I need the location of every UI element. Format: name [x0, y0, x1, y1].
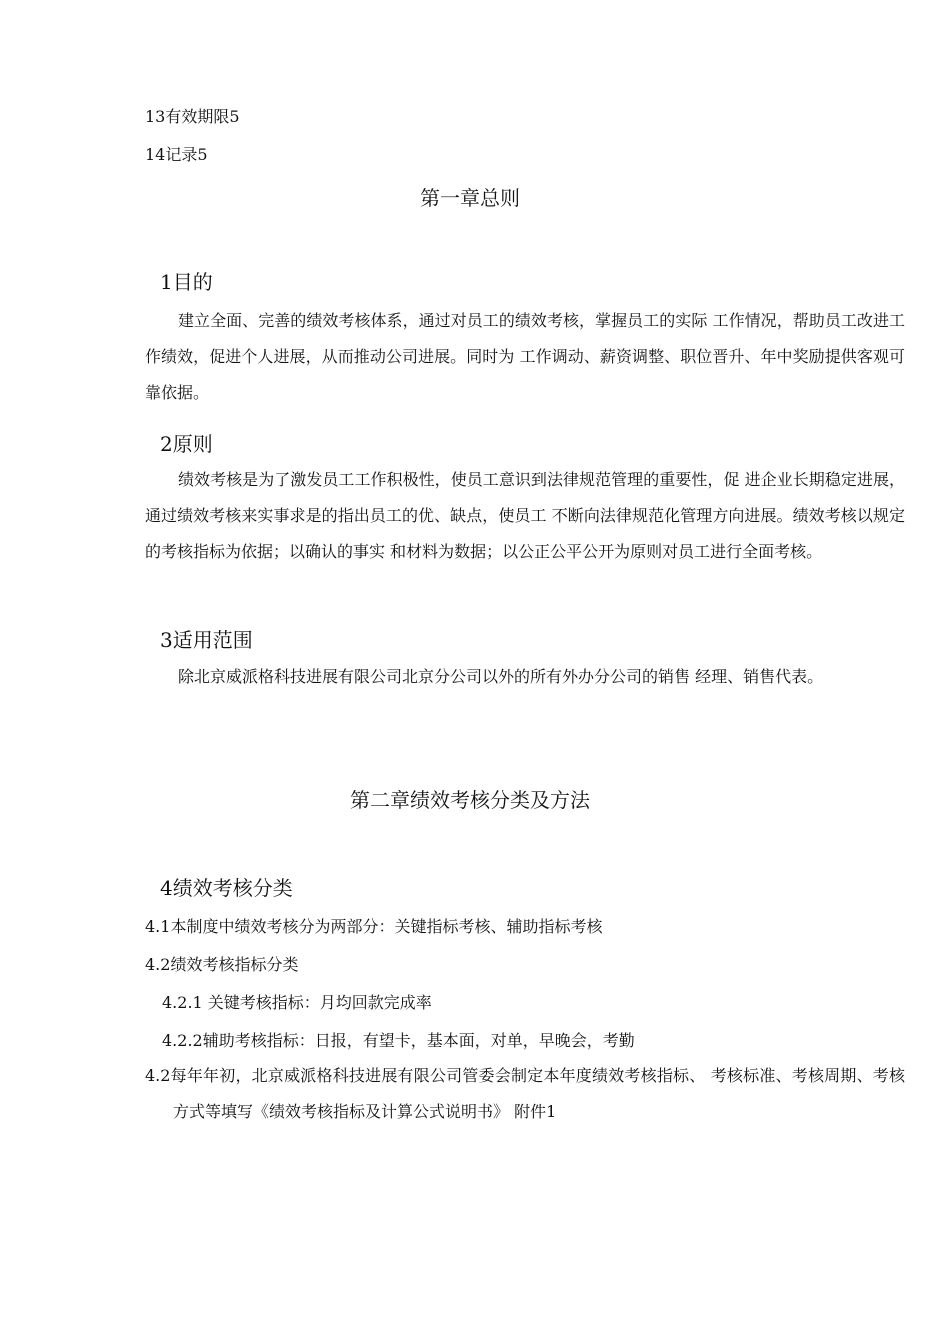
item-4-2: 4.2绩效考核指标分类	[145, 955, 299, 974]
item-4-2-2: 4.2.2辅助考核指标：日报，有望卡，基本面，对单，早晚会，考勤	[162, 1031, 635, 1050]
toc-line-13: 13有效期限5	[145, 107, 240, 126]
section-1-body: 建立全面、完善的绩效考核体系，通过对员工的绩效考核，掌握员工的实际 工作情况，帮助员工改进工作绩效，促进个人进展，从而推动公司进展。同时为 工作调动、薪资调整、职位晋升、年中奖励提供客观可靠依据。	[145, 311, 905, 402]
chapter-1-title: 第一章总则	[420, 186, 520, 210]
section-2-body: 绩效考核是为了激发员工工作积极性，使员工意识到法律规范管理的重要性，促 进企业长期稳定进展，通过绩效考核来实事求是的指出员工的优、缺点，使员工 不断向法律规范化管理方向进展。绩效考核以规定的考核指标为依据；以确认的事实 和材料为数据；以公正公平公开为原则对员工进行全面考核。	[145, 470, 905, 561]
chapter-2-title: 第二章绩效考核分类及方法	[350, 788, 590, 812]
item-4-2-1: 4.2.1 关键考核指标：月均回款完成率	[162, 993, 432, 1012]
section-3-body: 除北京威派格科技进展有限公司北京分公司以外的所有外办分公司的销售 经理、销售代表。	[178, 667, 824, 686]
item-4-2-annual: 4.2每年年初，北京威派格科技进展有限公司管委会制定本年度绩效考核指标、 考核标准、考核周期、考核方式等填写《绩效考核指标及计算公式说明书》 附件1	[145, 1066, 905, 1121]
item-4-1: 4.1本制度中绩效考核分为两部分：关键指标考核、辅助指标考核	[145, 917, 603, 936]
toc-line-14: 14记录5	[145, 145, 208, 164]
section-4-heading: 4绩效考核分类	[160, 876, 293, 900]
section-3-heading: 3适用范围	[160, 628, 253, 652]
section-1-heading: 1目的	[160, 270, 213, 294]
section-2-heading: 2原则	[160, 432, 213, 456]
